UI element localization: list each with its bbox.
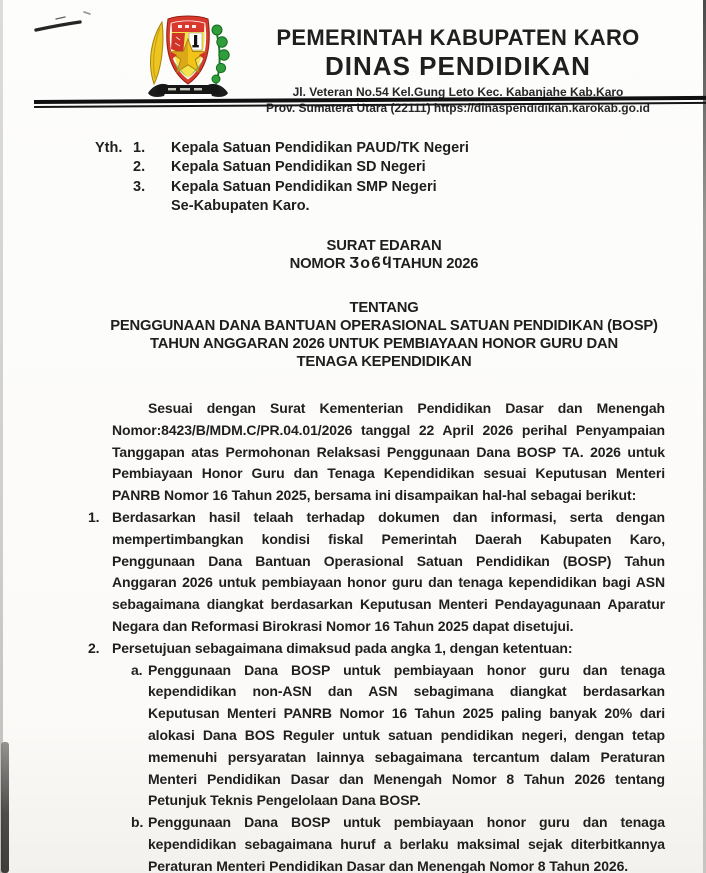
point-1 <box>88 507 665 638</box>
point-number: 1. <box>88 508 100 525</box>
subject-line-3: TENAGA KEPENDIDIKAN <box>296 354 472 370</box>
handwritten-letter-number: Ӡoϐϥ <box>349 255 393 272</box>
subpoint-text: Penggunaan Dana BOSP untuk pembiayaan honor guru dan tenaga kependidikan non-ASN dan ASN sebagimana diangkat berdasarkan Keputusan Menteri PANRB Nomor 16 Tahun 2025 paling banyak 20% dari alokasi Dana BOS Reguler untuk satuan pendidikan negeri, dengan tetap memenuhi persyaratan lainnya sebagaimana tercantum dalam Peraturan Menteri Pendidikan Dasar dan Menengah Nomor 8 Tahun 2026 tentang Petunjuk Teknis Pengelolaan Dana BOSP. <box>148 661 665 809</box>
letter-heading <box>100 237 668 371</box>
department-name: DINAS PENDIDIKAN <box>325 51 591 81</box>
subject-line-1: PENGGUNAAN DANA BANTUAN OPERASIONAL SATUAN PENDIDIKAN (BOSP) <box>110 318 658 334</box>
letter-number-prefix: NOMOR <box>289 256 350 272</box>
opening-paragraph: Sesuai dengan Surat Kementerian Pendidikan Dasar dan Menengah Nomor:8423/B/MDM.C/PR.04.01/2026 tanggal 22 April 2026 perihal Penyampaian Tanggapan atas Permohonan Relaksasi Penggunaan Dana BOSP TA. 2026 untuk Pembiayaan Honor Guru dan Tenaga Kependidikan sesuai Keputusan Menteri PANRB Nomor 16 Tahun 2025, bersama ini disampaikan hal-hal sebagai berikut: <box>112 400 665 504</box>
subpoint-text: Penggunaan Dana BOSP untuk pembiayaan honor guru dan tenaga kependidikan sebagaimana huruf a berlaku maksimal sejak diterbitkannya Peraturan Menteri Pendidikan Dasar dan Menengah Nomor 8 Tahun 2026. <box>148 814 665 873</box>
recipient-number: 2. <box>133 159 146 176</box>
subpoint-b <box>131 812 665 873</box>
recipient-number: 1. <box>133 140 146 156</box>
address-line-2: Prov. Sumatera Utara (22111) https://dinaspendidikan.karokab.go.id <box>266 100 650 115</box>
recipient-name: Kepala Satuan Pendidikan SMP Negeri <box>171 178 437 195</box>
subpoint-letter: b. <box>131 814 144 831</box>
letter-number-suffix: TAHUN 2026 <box>392 256 479 272</box>
recipient-name: Kepala Satuan Pendidikan PAUD/TK Negeri <box>171 140 469 156</box>
address-line-1: Jl. Veteran No.54 Kel.Gung Leto Kec. Kabanjahe Kab.Karo <box>292 85 624 99</box>
point-number: 2. <box>88 639 100 656</box>
karo-coat-of-arms-icon <box>140 8 236 108</box>
salutation: Yth. <box>95 140 123 156</box>
government-name: PEMERINTAH KABUPATEN KARO <box>276 25 640 50</box>
letter-type: SURAT EDARAN <box>326 238 442 254</box>
subject-line-2: TAHUN ANGGARAN 2026 UNTUK PEMBIAYAAN HONOR GURU DAN <box>149 336 618 352</box>
recipient-block <box>95 139 469 216</box>
point-text: Persetujuan sebagaimana dimaksud pada angka 1, dengan ketentuan: <box>112 639 573 656</box>
scan-shadow-bottom-left <box>1 742 9 873</box>
pen-stroke-mark <box>26 6 116 40</box>
point-text: Berdasarkan hasil telaah terhadap dokumen dan informasi, serta dengan mempertimbangkan kondisi fiskal Pemerintah Daerah Kabupaten Karo, Penggunaan Dana Bantuan Operasional Satuan Pendidikan (BOSP) Tahun Anggaran 2026 untuk pembiayaan honor guru dan tenaga kependidikan bagi ASN sebagaimana diangkat berdasarkan Keputusan Menteri Pendayagunaan Aparatur Negara dan Reformasi Birokrasi Nomor 16 Tahun 2025 dapat disetujui. <box>112 508 665 634</box>
letter-body <box>88 398 665 873</box>
point-2 <box>88 638 665 873</box>
recipient-region: Se-Kabupaten Karo. <box>171 197 310 214</box>
about-label: TENTANG <box>349 300 419 316</box>
subpoint-a <box>131 660 665 813</box>
recipient-name: Kepala Satuan Pendidikan SD Negeri <box>171 159 426 176</box>
letter-number-line <box>100 255 668 273</box>
subpoint-letter: a. <box>131 661 143 678</box>
recipient-number: 3. <box>133 178 146 195</box>
